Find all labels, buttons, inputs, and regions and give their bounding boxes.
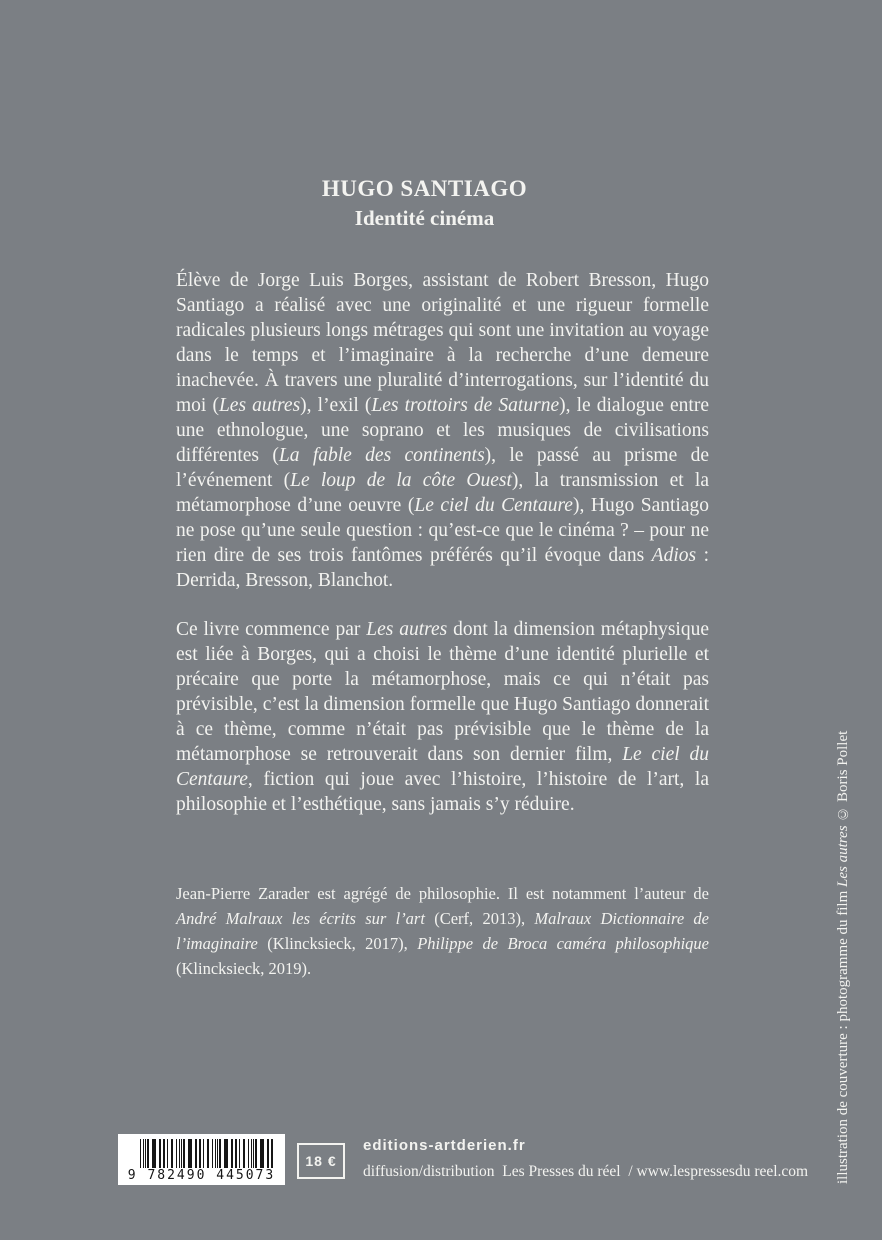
- title-block: [158, 176, 691, 231]
- price-badge: 18 €: [297, 1143, 345, 1179]
- publisher-block: [363, 1136, 808, 1181]
- synopsis-paragraph-1: Élève de Jorge Luis Borges, assistant de Robert Bresson, Hugo Santiago a réalisé avec une originalité et une rigueur formelle radicales plusieurs longs métrages qui sont une invitation au voyage dans le temps et l’imaginaire à la recherche d’une demeure inachevée. À travers une pluralité d’interrogations, sur l’identité du moi (Les autres), l’exil (Les trottoirs de Saturne), le dialogue entre une ethnologue, une soprano et les musiques de civilisations différentes (La fable des continents), le passé au prisme de l’événement (Le loup de la côte Ouest), la transmission et la métamorphose d’une oeuvre (Le ciel du Centaure), Hugo Santiago ne pose qu’une seule question : qu’est-ce que le cinéma ? – pour ne rien dire de ses trois fantômes préférés qu’il évoque dans Adios : Derrida, Bresson, Blanchot.: [176, 270, 710, 591]
- publisher-website: editions-artderien.fr: [363, 1137, 526, 1154]
- author-bio-text: Jean-Pierre Zarader est agrégé de philosophie. Il est notamment l’auteur de André Malraux les écrits sur l’art (Cerf, 2013), Malraux Dictionnaire de l’imaginaire (Klincksieck, 2017), Philippe de Broca caméra philosophique (Klincksieck, 2019).: [176, 884, 710, 978]
- barcode-bars: [140, 1139, 273, 1168]
- cover-photo-credit: illustration de couverture : photogramme du film Les autres © Boris Pollet: [835, 730, 851, 1184]
- synopsis-paragraph-2: Ce livre commence par Les autres dont la dimension métaphysique est liée à Borges, qui a choisi le thème d’une identité plurielle et précaire que porte la métamorphose, mais ce qui n’était pas prévisible, c’est la dimension formelle que Hugo Santiago donnerait à ce thème, comme n’était pas prévisible que le thème de la métamorphose se retrouverait dans son dernier film, Le ciel du Centaure, fiction qui joue avec l’histoire, l’histoire de l’art, la philosophie et l’esthétique, sans jamais s’y réduire.: [176, 619, 710, 815]
- distribution-line: diffusion/distribution Les Presses du réel / www.lespressesdu reel.com: [363, 1163, 809, 1180]
- barcode-ean-number: 9 782490 445073: [127, 1168, 276, 1183]
- synopsis: [176, 268, 709, 817]
- book-subtitle: Identité cinéma: [354, 206, 495, 231]
- author-bio: [176, 881, 709, 981]
- book-title: HUGO SANTIAGO: [321, 176, 528, 201]
- barcode: [118, 1134, 285, 1185]
